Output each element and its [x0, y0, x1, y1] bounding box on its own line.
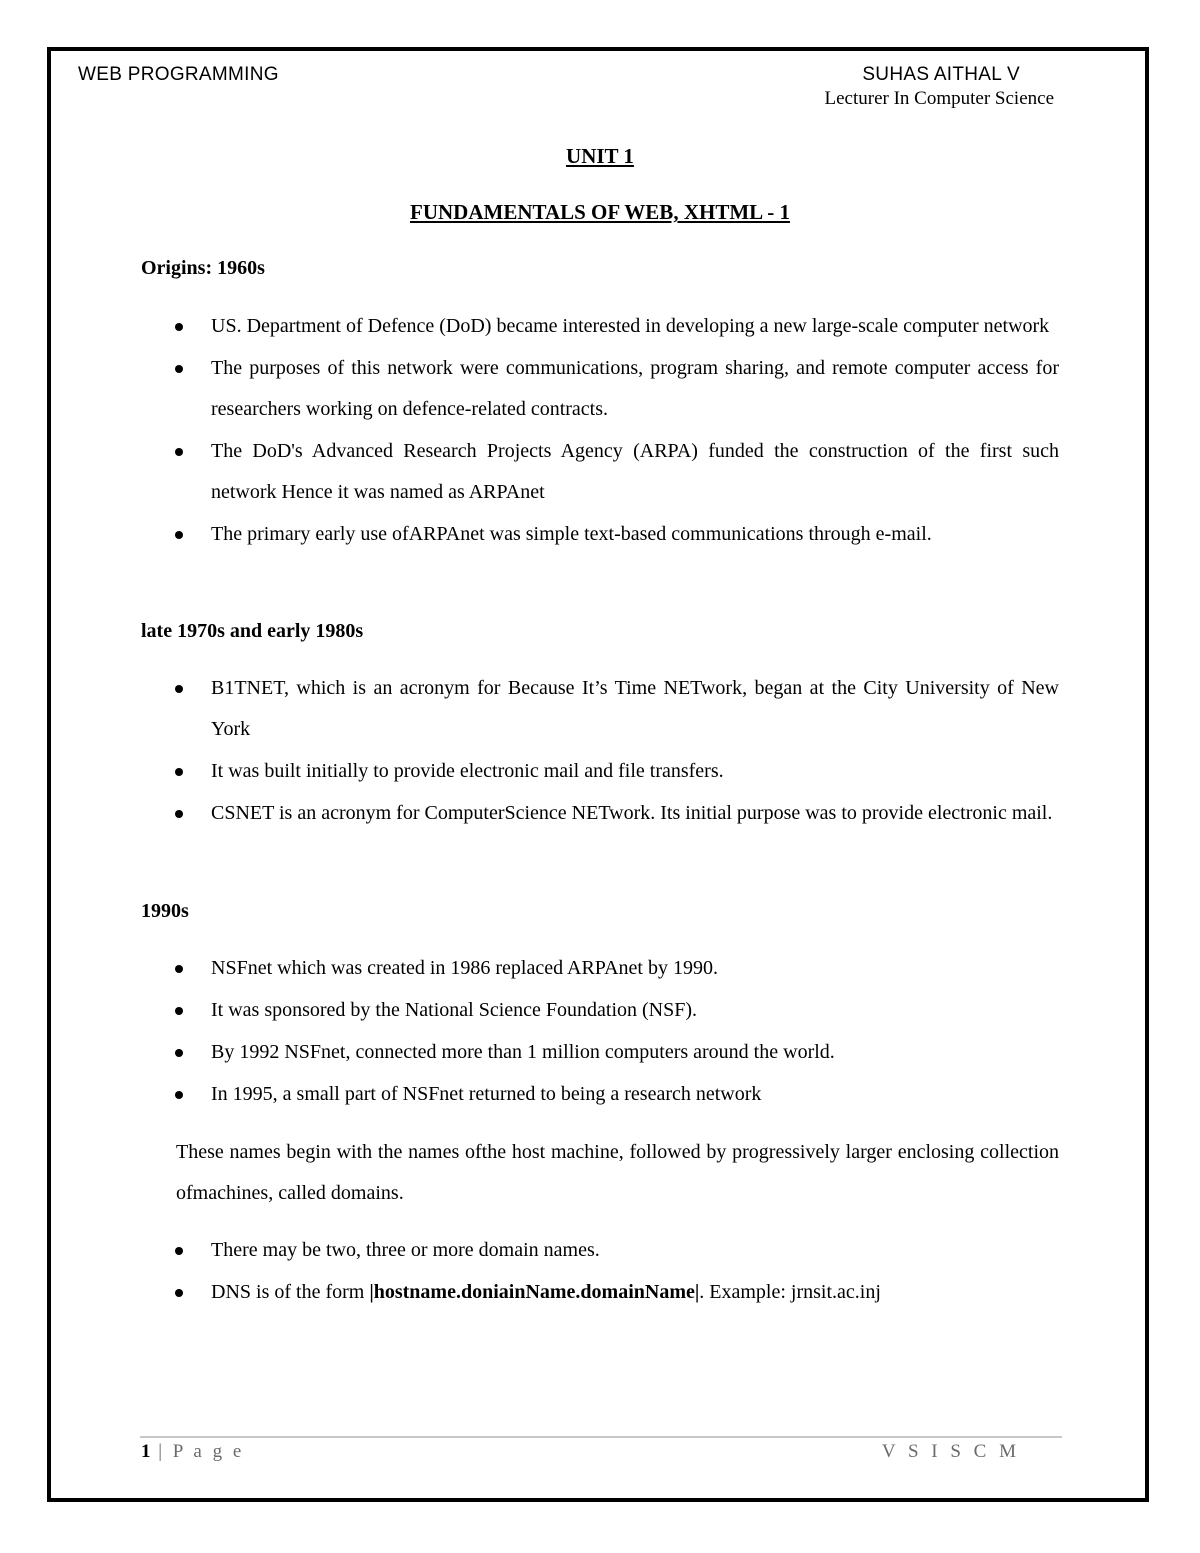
bullet-icon: [175, 365, 183, 373]
header-author-role: Lecturer In Computer Science: [824, 88, 1054, 109]
bullet-icon: [175, 768, 183, 776]
list-item: It was sponsored by the National Science Foundation (NSF).: [141, 990, 1059, 1031]
list-item: The DoD's Advanced Research Projects Agency (ARPA) funded the construction of the first such network Hence it was named as ARPAnet: [141, 431, 1059, 513]
bullet-icon: [175, 965, 183, 973]
list-item: NSFnet which was created in 1986 replaced ARPAnet by 1990.: [141, 948, 1059, 989]
bullet-list-late-1970s: [141, 668, 1059, 835]
bullet-icon: [175, 1289, 183, 1297]
list-item: It was built initially to provide electronic mail and file transfers.: [141, 751, 1059, 792]
bullet-icon: [175, 1007, 183, 1015]
bullet-icon: [175, 1247, 183, 1255]
header-author: SUHAS AITHAL V: [862, 64, 1020, 85]
list-item: The purposes of this network were communications, program sharing, and remote computer access for researchers working on defence-related contracts.: [141, 348, 1059, 430]
bullet-icon: [175, 685, 183, 693]
list-item: CSNET is an acronym for ComputerScience NETwork. Its initial purpose was to provide electronic mail.: [141, 793, 1059, 834]
bullet-icon: [175, 1049, 183, 1057]
bullet-list-origins: [141, 306, 1059, 556]
list-item: DNS is of the form |hostname.doniainName.domainName|. Example: jrnsit.ac.inj: [141, 1272, 1059, 1313]
footer-page-number: 1 | P a g e: [141, 1441, 245, 1462]
bullet-list-1990s: [141, 948, 1059, 1116]
section-heading-late-1970s: late 1970s and early 1980s: [141, 620, 364, 642]
section-heading-origins: Origins: 1960s: [141, 257, 265, 279]
bullet-icon: [175, 448, 183, 456]
bullet-icon: [175, 1091, 183, 1099]
unit-title: UNIT 1: [566, 144, 634, 168]
domain-paragraph: These names begin with the names ofthe host machine, followed by progressively larger enclosing collection ofmachines, called domains.: [176, 1141, 1059, 1204]
footer-institution: V S I S C M: [881, 1441, 1020, 1462]
list-item: By 1992 NSFnet, connected more than 1 million computers around the world.: [141, 1032, 1059, 1073]
header-course: WEB PROGRAMMING: [78, 64, 279, 85]
list-item: In 1995, a small part of NSFnet returned to being a research network: [141, 1074, 1059, 1115]
page-title: FUNDAMENTALS OF WEB, XHTML - 1: [410, 200, 790, 224]
list-item: The primary early use ofARPAnet was simple text-based communications through e-mail.: [141, 514, 1059, 555]
list-item: B1TNET, which is an acronym for Because It’s Time NETwork, began at the City University of New York: [141, 668, 1059, 750]
footer-divider: [140, 1436, 1062, 1438]
bullet-list-domains: [141, 1230, 1059, 1314]
dns-form: |hostname.doniainName.domainName|: [369, 1281, 700, 1303]
bullet-icon: [175, 810, 183, 818]
bullet-icon: [175, 531, 183, 539]
section-heading-1990s: 1990s: [141, 900, 189, 922]
list-item: US. Department of Defence (DoD) became interested in developing a new large-scale computer network: [141, 306, 1059, 347]
list-item: There may be two, three or more domain names.: [141, 1230, 1059, 1271]
bullet-icon: [175, 323, 183, 331]
